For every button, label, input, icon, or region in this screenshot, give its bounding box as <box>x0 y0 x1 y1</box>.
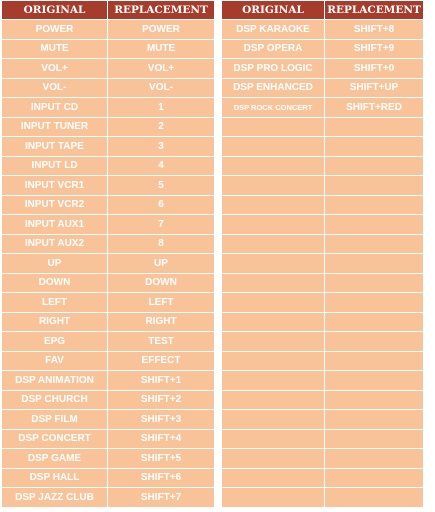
replacement-cell <box>324 488 423 508</box>
replacement-cell: TEST <box>107 332 214 352</box>
replacement-cell: 4 <box>107 157 214 177</box>
original-cell <box>222 176 324 196</box>
table-row <box>222 176 423 196</box>
original-cell: DSP CONCERT <box>2 430 107 450</box>
table-row <box>222 332 423 352</box>
left-mapping-table <box>2 1 214 508</box>
header-replacement: REPLACEMENT <box>107 1 214 20</box>
replacement-cell: DOWN <box>107 274 214 294</box>
replacement-cell <box>324 274 423 294</box>
table-row <box>2 410 214 430</box>
table-row <box>222 98 423 118</box>
original-cell <box>222 274 324 294</box>
original-cell: DSP ANIMATION <box>2 371 107 391</box>
replacement-cell <box>324 410 423 430</box>
replacement-cell <box>324 371 423 391</box>
original-cell: EPG <box>2 332 107 352</box>
original-cell <box>222 352 324 372</box>
original-cell <box>222 235 324 255</box>
replacement-cell: EFFECT <box>107 352 214 372</box>
original-cell: RIGHT <box>2 313 107 333</box>
table-row <box>222 137 423 157</box>
table-row <box>2 118 214 138</box>
original-cell: LEFT <box>2 293 107 313</box>
original-cell: INPUT CD <box>2 98 107 118</box>
replacement-cell <box>324 118 423 138</box>
table-row <box>2 391 214 411</box>
table-row <box>222 430 423 450</box>
table-row <box>222 313 423 333</box>
original-cell: DSP CHURCH <box>2 391 107 411</box>
table-row <box>222 215 423 235</box>
table-row <box>222 118 423 138</box>
original-cell: DSP PRO LOGIC <box>222 59 324 79</box>
table-row <box>2 215 214 235</box>
table-row <box>2 488 214 508</box>
table-row <box>222 40 423 60</box>
replacement-cell: LEFT <box>107 293 214 313</box>
table-row <box>2 157 214 177</box>
replacement-cell <box>324 176 423 196</box>
original-cell: DSP HALL <box>2 469 107 489</box>
replacement-cell: SHIFT+6 <box>107 469 214 489</box>
replacement-cell: SHIFT+7 <box>107 488 214 508</box>
replacement-cell <box>324 254 423 274</box>
original-cell <box>222 157 324 177</box>
replacement-cell: VOL- <box>107 79 214 99</box>
original-cell: INPUT VCR1 <box>2 176 107 196</box>
replacement-cell: SHIFT+2 <box>107 391 214 411</box>
original-cell: INPUT VCR2 <box>2 196 107 216</box>
replacement-cell: 5 <box>107 176 214 196</box>
replacement-cell <box>324 157 423 177</box>
original-cell <box>222 371 324 391</box>
table-row <box>2 176 214 196</box>
original-cell: DSP JAZZ CLUB <box>2 488 107 508</box>
original-cell <box>222 254 324 274</box>
original-cell <box>222 410 324 430</box>
original-cell <box>222 469 324 489</box>
replacement-cell <box>324 196 423 216</box>
replacement-cell: SHIFT+5 <box>107 449 214 469</box>
table-row <box>222 59 423 79</box>
header-replacement: REPLACEMENT <box>324 1 423 20</box>
replacement-cell: 7 <box>107 215 214 235</box>
original-cell: DSP ROCK CONCERT <box>222 98 324 118</box>
replacement-cell: 2 <box>107 118 214 138</box>
table-row <box>222 469 423 489</box>
original-cell <box>222 449 324 469</box>
original-cell: INPUT TAPE <box>2 137 107 157</box>
replacement-cell: SHIFT+1 <box>107 371 214 391</box>
original-cell: INPUT LD <box>2 157 107 177</box>
replacement-cell <box>324 235 423 255</box>
replacement-cell: UP <box>107 254 214 274</box>
replacement-cell: RIGHT <box>107 313 214 333</box>
header-original: ORIGINAL <box>222 1 324 20</box>
replacement-cell: POWER <box>107 20 214 40</box>
original-cell <box>222 215 324 235</box>
table-row <box>2 371 214 391</box>
table-row <box>222 79 423 99</box>
table-row <box>222 20 423 40</box>
replacement-cell <box>324 449 423 469</box>
table-row <box>2 449 214 469</box>
table-row <box>222 371 423 391</box>
header-row <box>2 1 214 20</box>
original-cell: INPUT TUNER <box>2 118 107 138</box>
original-cell: DOWN <box>2 274 107 294</box>
replacement-cell: SHIFT+9 <box>324 40 423 60</box>
replacement-cell <box>324 137 423 157</box>
table-row <box>222 293 423 313</box>
replacement-cell: 8 <box>107 235 214 255</box>
replacement-cell <box>324 313 423 333</box>
original-cell: VOL+ <box>2 59 107 79</box>
original-cell <box>222 430 324 450</box>
original-cell <box>222 196 324 216</box>
table-row <box>2 98 214 118</box>
original-cell: VOL- <box>2 79 107 99</box>
replacement-cell: MUTE <box>107 40 214 60</box>
original-cell <box>222 332 324 352</box>
table-row <box>2 235 214 255</box>
original-cell: DSP OPERA <box>222 40 324 60</box>
header-row <box>222 1 423 20</box>
original-cell: DSP KARAOKE <box>222 20 324 40</box>
table-row <box>2 20 214 40</box>
original-cell: UP <box>2 254 107 274</box>
replacement-cell: SHIFT+RED <box>324 98 423 118</box>
replacement-cell: SHIFT+4 <box>107 430 214 450</box>
table-row <box>2 40 214 60</box>
replacement-cell: SHIFT+UP <box>324 79 423 99</box>
table-row <box>2 430 214 450</box>
original-cell: DSP GAME <box>2 449 107 469</box>
table-row <box>2 274 214 294</box>
table-row <box>2 59 214 79</box>
table-row <box>222 235 423 255</box>
original-cell <box>222 137 324 157</box>
table-row <box>2 352 214 372</box>
table-row <box>2 332 214 352</box>
table-row <box>222 410 423 430</box>
original-cell <box>222 488 324 508</box>
table-row <box>2 79 214 99</box>
replacement-cell <box>324 391 423 411</box>
table-row <box>2 254 214 274</box>
original-cell <box>222 118 324 138</box>
original-cell: INPUT AUX1 <box>2 215 107 235</box>
table-row <box>222 391 423 411</box>
replacement-cell: SHIFT+0 <box>324 59 423 79</box>
replacement-cell: VOL+ <box>107 59 214 79</box>
replacement-cell: SHIFT+3 <box>107 410 214 430</box>
table-row <box>2 313 214 333</box>
original-cell: MUTE <box>2 40 107 60</box>
replacement-cell: 6 <box>107 196 214 216</box>
table-row <box>222 352 423 372</box>
table-row <box>2 469 214 489</box>
table-row <box>222 449 423 469</box>
original-cell: DSP FILM <box>2 410 107 430</box>
replacement-cell <box>324 469 423 489</box>
table-row <box>2 137 214 157</box>
original-cell <box>222 391 324 411</box>
right-mapping-table <box>222 1 423 508</box>
table-row <box>2 293 214 313</box>
original-cell: FAV <box>2 352 107 372</box>
original-cell: INPUT AUX2 <box>2 235 107 255</box>
replacement-cell: SHIFT+8 <box>324 20 423 40</box>
original-cell: POWER <box>2 20 107 40</box>
table-row <box>222 196 423 216</box>
original-cell: DSP ENHANCED <box>222 79 324 99</box>
table-row <box>2 196 214 216</box>
replacement-cell <box>324 293 423 313</box>
replacement-cell: 3 <box>107 137 214 157</box>
replacement-cell <box>324 430 423 450</box>
replacement-cell <box>324 332 423 352</box>
replacement-cell: 1 <box>107 98 214 118</box>
table-row <box>222 274 423 294</box>
table-row <box>222 157 423 177</box>
header-original: ORIGINAL <box>2 1 107 20</box>
original-cell <box>222 293 324 313</box>
replacement-cell <box>324 215 423 235</box>
original-cell <box>222 313 324 333</box>
table-row <box>222 254 423 274</box>
table-row <box>222 488 423 508</box>
replacement-cell <box>324 352 423 372</box>
